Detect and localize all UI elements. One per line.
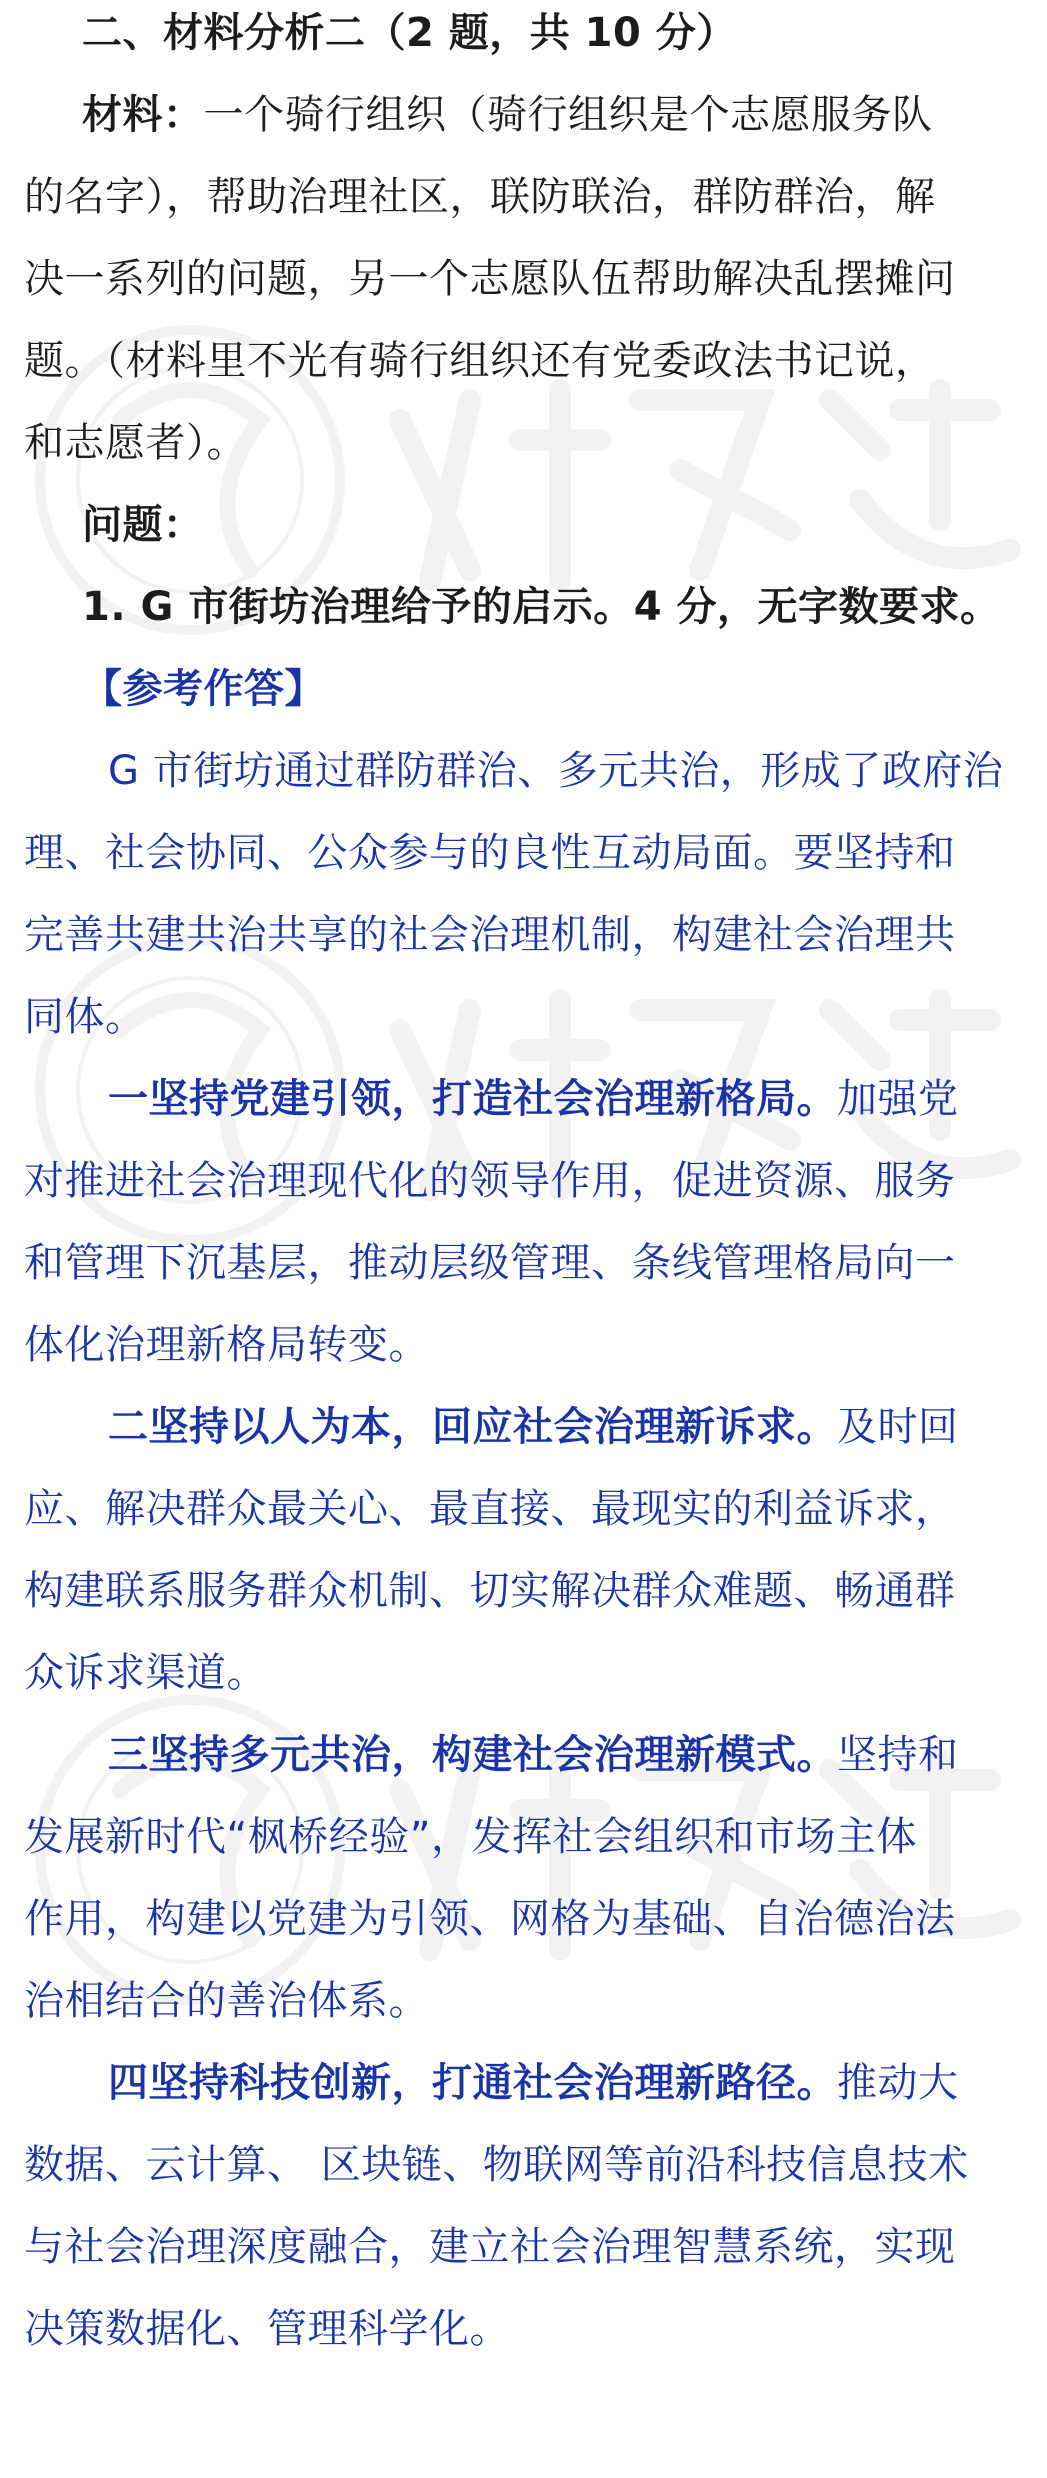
answer-point-title: 二坚持以人为本，回应社会治理新诉求。 [108,1404,837,1450]
answer-point-text: 及时回 [837,1404,959,1450]
article-body [24,0,1029,2370]
material-first-line [24,74,1029,156]
answer-point-first-line [24,1058,1029,1140]
material-text-line: 题。（材料里不光有骑行组织还有党委政法书记说， [24,338,936,384]
answer-point-line: 和管理下沉基层，推动层级管理、条线管理格局向一 [24,1240,956,1286]
answer-intro-line: 同体。 [24,994,146,1040]
answer-intro-line: 理、社会协同、公众参与的良性互动局面。要坚持和 [24,830,956,876]
material-text-line: 和志愿者）。 [24,420,247,466]
answer-point-line: 众诉求渠道。 [24,1650,267,1696]
answer-point-title: 一坚持党建引领，打造社会治理新格局。 [108,1076,837,1122]
answer-point-line: 数据、云计算、 区块链、物联网等前沿科技信息技术 [24,2142,969,2188]
answer-point-first-line [24,2042,1029,2124]
answer-point-title: 四坚持科技创新，打通社会治理新路径。 [108,2060,837,2106]
answer-point-first-line [24,1714,1029,1796]
question-label: 问题： [82,502,204,548]
answer-point-line: 对推进社会治理现代化的领导作用，促进资源、服务 [24,1158,956,1204]
answer-intro-line: G 市街坊通过群防群治、多元共治，形成了政府治 [108,748,1004,794]
material-label: 材料： [82,92,204,138]
answer-label: 【参考作答】 [82,666,325,712]
answer-point-text: 推动大 [837,2060,959,2106]
answer-point-title: 三坚持多元共治，构建社会治理新模式。 [108,1732,837,1778]
answer-point-line: 发展新时代“枫桥经验”，发挥社会组织和市场主体 [24,1814,917,1860]
answer-point-line: 决策数据化、管理科学化。 [24,2306,510,2352]
answer-point-first-line [24,1386,1029,1468]
answer-point-line: 构建联系服务群众机制、切实解决群众难题、畅通群 [24,1568,956,1614]
answer-point-line: 治相结合的善治体系。 [24,1978,429,2024]
question-text: 1. G 市街坊治理给予的启示。4 分，无字数要求。 [82,584,1001,630]
section-heading: 二、材料分析二（2 题，共 10 分） [82,10,737,56]
answer-point-line: 与社会治理深度融合，建立社会治理智慧系统，实现 [24,2224,956,2270]
answer-point-text: 坚持和 [837,1732,959,1778]
answer-intro-line: 完善共建共治共享的社会治理机制，构建社会治理共 [24,912,956,958]
answer-point-line: 应、解决群众最关心、最直接、最现实的利益诉求， [24,1486,956,1532]
answer-point-line: 体化治理新格局转变。 [24,1322,429,1368]
answer-point-text: 加强党 [837,1076,959,1122]
material-text-line: 的名字），帮助治理社区，联防联治，群防群治，解 [24,174,936,220]
material-text-line: 一个骑行组织（骑行组织是个志愿服务队 [203,92,933,138]
material-text-line: 决一系列的问题，另一个志愿队伍帮助解决乱摆摊问 [24,256,956,302]
answer-point-line: 作用，构建以党建为引领、网格为基础、自治德治法 [24,1896,956,1942]
